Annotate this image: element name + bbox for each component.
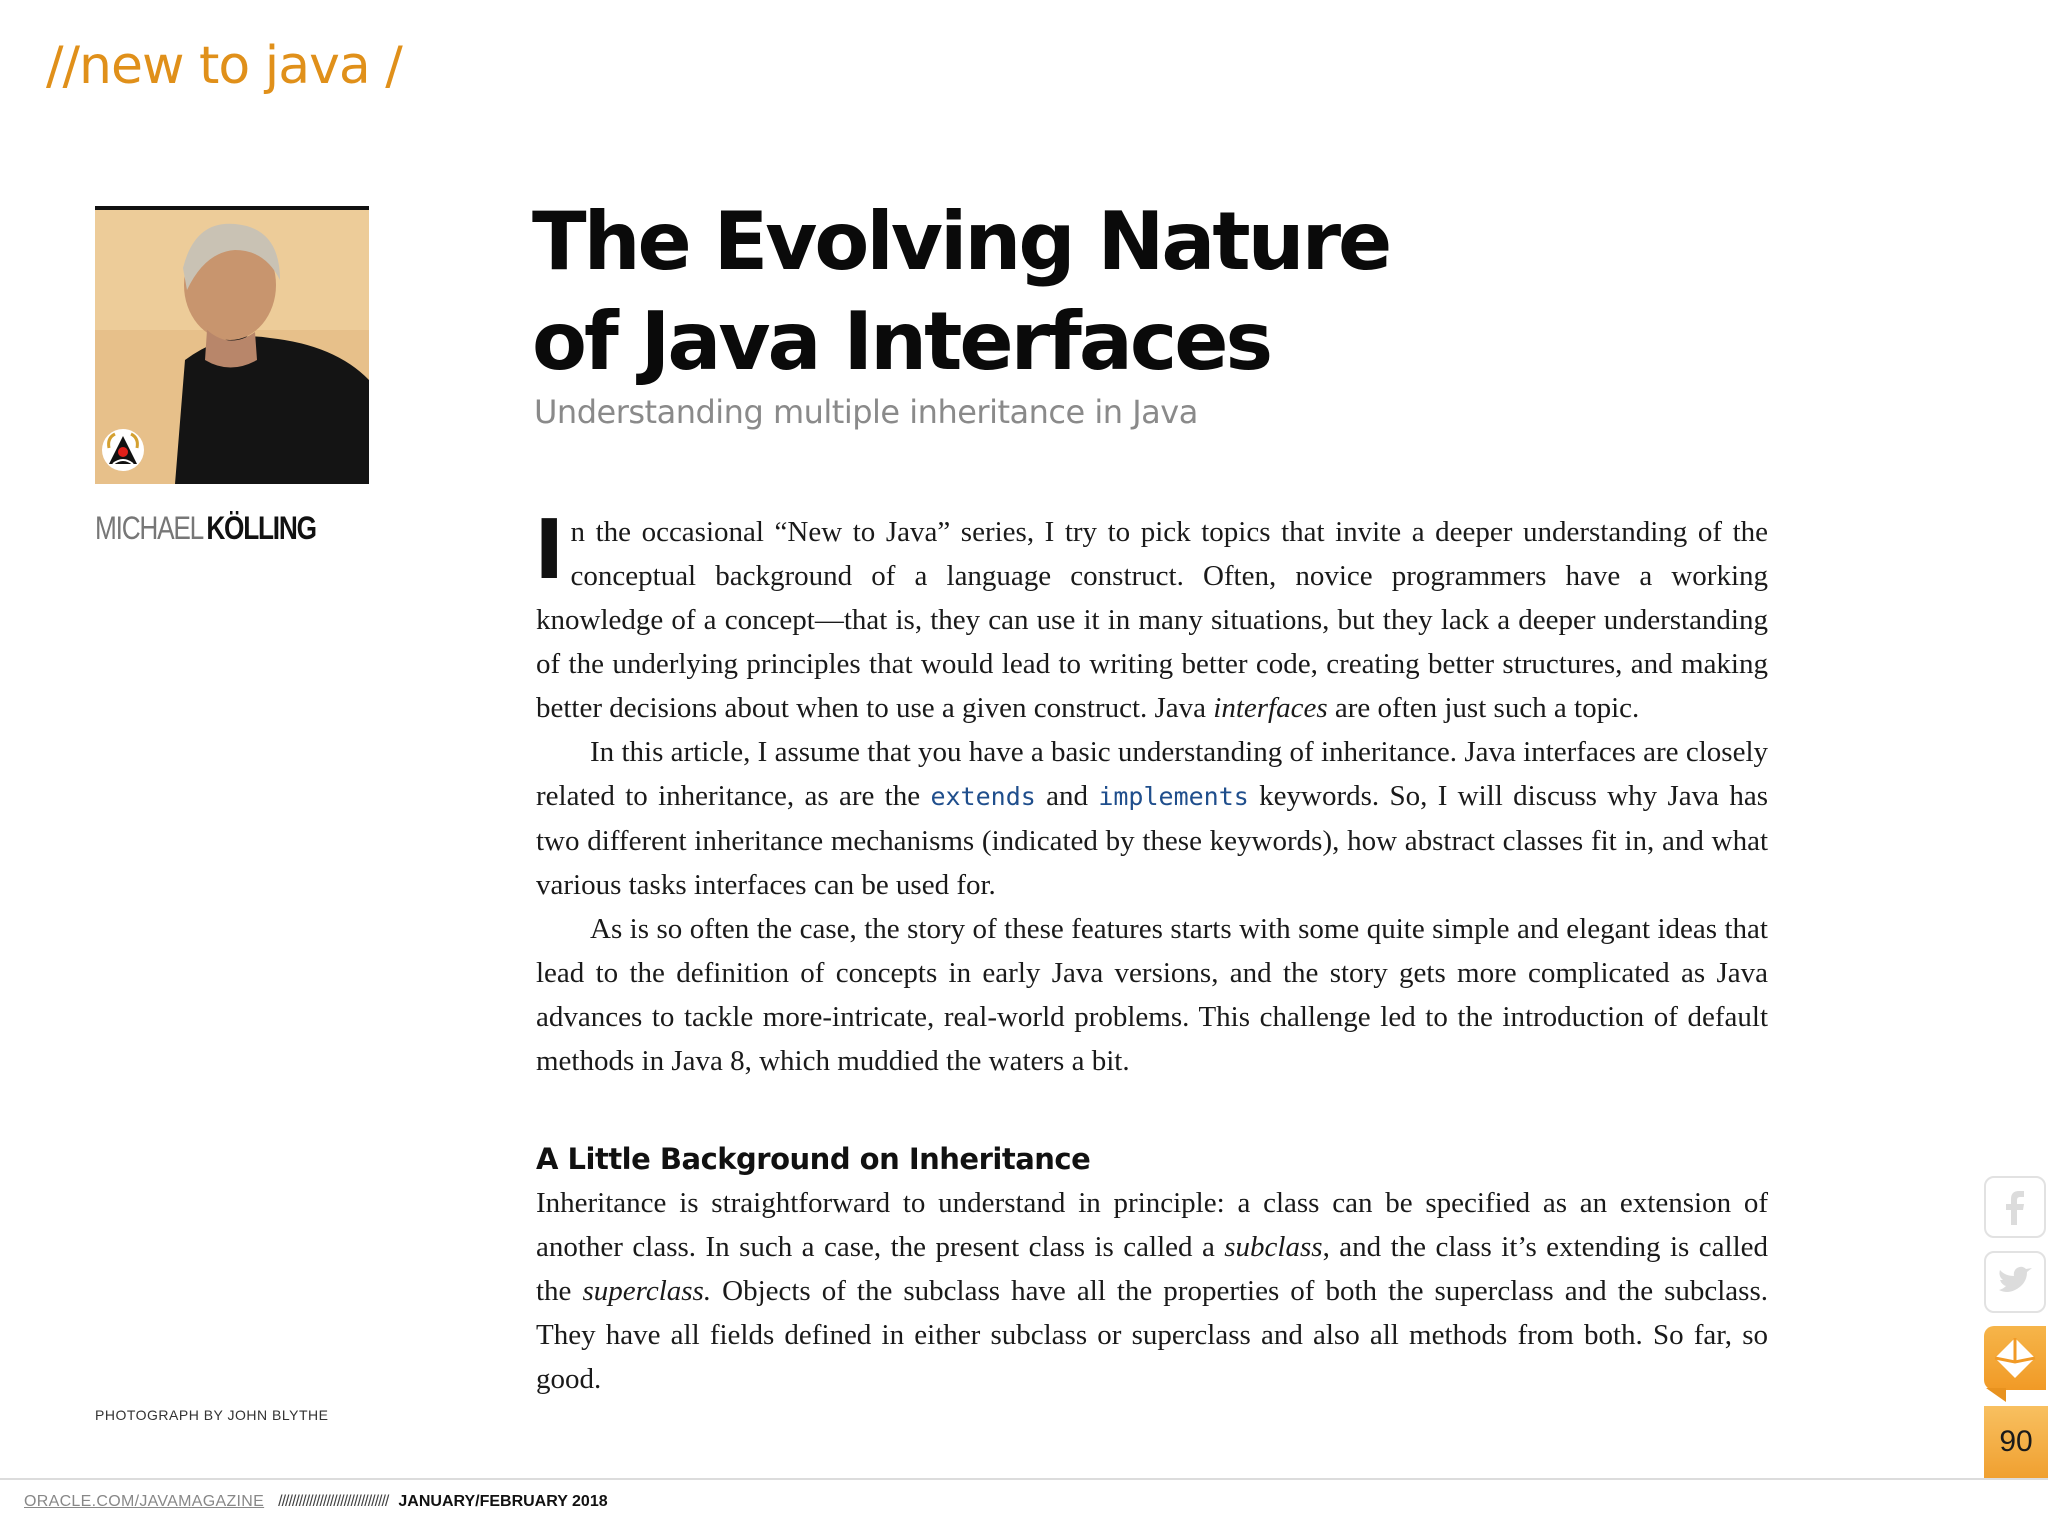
mail-icon (1992, 1335, 2038, 1381)
paragraph-story: As is so often the case, the story of these features starts with some quite simple and elegant ideas that lead to the definition of concepts in early Java versions, and the story gets more complicated as Java advances to tackle more-intricate, real-world problems. This challenge led to the introduction of default methods in Java 8, which muddied the waters a bit. (536, 913, 1768, 1077)
footer-divider (0, 1478, 2048, 1480)
facebook-icon (1995, 1185, 2035, 1229)
footer-issue-date: JANUARY/FEBRUARY 2018 (398, 1493, 608, 1510)
code-keyword-implements: implements (1098, 782, 1249, 811)
article-title (532, 192, 1432, 392)
emphasis-text: interfaces (1213, 692, 1328, 724)
article-title-line2: of Java Interfaces (532, 295, 1271, 388)
footer-slashes: //////////////////////////////// (278, 1493, 389, 1510)
twitter-icon (1993, 1262, 2037, 1302)
section-heading: A Little Background on Inheritance (536, 1142, 1091, 1176)
footer (24, 1493, 608, 1511)
paragraph-text: and (1035, 780, 1099, 812)
article-title-line1: The Evolving Nature (532, 195, 1390, 288)
author-first-name: MICHAEL (95, 510, 204, 546)
author-name (95, 510, 316, 547)
author-photo (95, 206, 369, 484)
section-label: //new to java / (46, 36, 402, 96)
twitter-share-button[interactable] (1984, 1251, 2046, 1313)
paragraph-text: are often just such a topic. (1327, 692, 1640, 724)
paragraph-text: In this article, I assume that you have a basic understanding of inheritance. Java interfaces are closely related to inheritance, as are the (536, 736, 1768, 812)
paragraph-text: keywords. So, I will discuss why Java has two different inheritance mechanisms (indicated by these keywords), how abstract classes fit in, and what various tasks interfaces can be used for. (536, 780, 1769, 901)
photo-credit: PHOTOGRAPH BY JOHN BLYTHE (95, 1407, 329, 1423)
paragraph-text: , and the class it’s extending is called the (536, 1231, 1768, 1307)
footer-site-link[interactable]: ORACLE.COM/JAVAMAGAZINE (24, 1493, 265, 1510)
paragraph-inheritance (536, 730, 1768, 907)
mail-tab-tail (1986, 1388, 2006, 1402)
author-last-name: KÖLLING (206, 510, 316, 546)
paragraph-text: Inheritance is straightforward to understand in principle: a class can be specified as an extension of another class. In such a case, the present class is called a (536, 1187, 1768, 1263)
facebook-share-button[interactable] (1984, 1176, 2046, 1238)
paragraph-intro (534, 503, 1768, 730)
code-keyword-extends: extends (930, 782, 1036, 811)
drop-cap: I (534, 503, 565, 598)
paragraph-text: Objects of the subclass have all the properties of both the superclass and the subclass. They have all fields defined in either subclass or superclass and also all methods from both. So far, so good. (536, 1275, 1768, 1395)
paragraph-text: n the occasional “New to Java” series, I try to pick topics that invite a deeper understanding of the conceptual background of a language construct. Often, novice programmers have a working knowledge of a concept—that is, they can use it in many situations, but they lack a deeper understanding of the underlying principles that would lead to writing better code, creating better structures, and making better decisions about when to use a given construct. Java (536, 516, 1768, 724)
page-number: 90 (1984, 1406, 2048, 1478)
article-subtitle: Understanding multiple inheritance in Java (534, 393, 1198, 431)
java-champion-badge-icon (101, 428, 145, 472)
paragraph-background (536, 1181, 1768, 1401)
email-share-button[interactable] (1984, 1326, 2046, 1390)
emphasis-text: superclass. (582, 1275, 712, 1307)
article-body (534, 503, 1769, 1401)
emphasis-text: subclass (1224, 1231, 1323, 1263)
